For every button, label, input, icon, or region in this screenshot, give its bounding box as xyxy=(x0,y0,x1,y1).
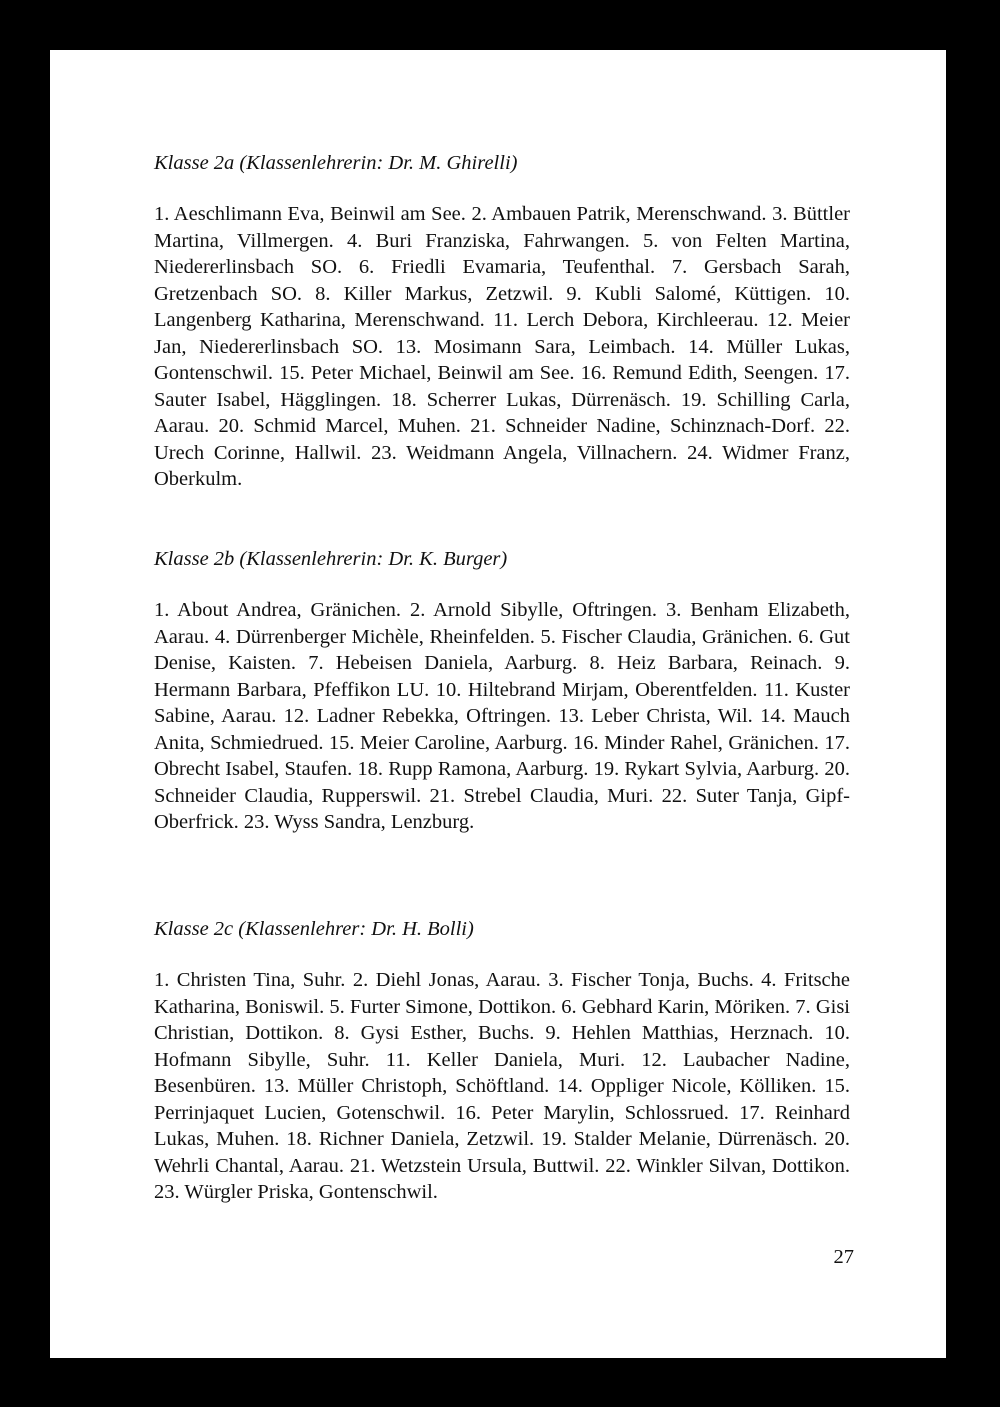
class-section-2b xyxy=(154,546,850,836)
page-number: 27 xyxy=(833,1246,854,1268)
class-section-2a xyxy=(154,150,850,493)
student-list-2b: 1. About Andrea, Gränichen. 2. Arnold Sibylle, Oftringen. 3. Benham Elizabeth, Aarau. 4. Dürrenberger Michèle, Rheinfelden. 5. Fischer Claudia, Gränichen. 6. Gut Denise, Kaisten. 7. Hebeisen Daniela, Aarburg. 8. Heiz Barbara, Reinach. 9. Hermann Barbara, Pfeffikon LU. 10. Hiltebrand Mirjam, Oberentfelden. 11. Kuster Sabine, Aarau. 12. Ladner Rebekka, Oftringen. 13. Leber Christa, Wil. 14. Mauch Anita, Schmiedrued. 15. Meier Caroline, Aarburg. 16. Minder Rahel, Gränichen. 17. Obrecht Isabel, Staufen. 18. Rupp Ramona, Aarburg. 19. Rykart Sylvia, Aarburg. 20. Schneider Claudia, Rupperswil. 21. Strebel Claudia, Muri. 22. Suter Tanja, Gipf-Oberfrick. 23. Wyss Sandra, Lenzburg. xyxy=(154,599,850,833)
student-list-2c: 1. Christen Tina, Suhr. 2. Diehl Jonas, Aarau. 3. Fischer Tonja, Buchs. 4. Fritsche Katharina, Boniswil. 5. Furter Simone, Dottikon. 6. Gebhard Karin, Möriken. 7. Gisi Christian, Dottikon. 8. Gysi Esther, Buchs. 9. Hehlen Matthias, Herznach. 10. Hofmann Sibylle, Suhr. 11. Keller Daniela, Muri. 12. Laubacher Nadine, Besenbüren. 13. Müller Christoph, Schöftland. 14. Oppliger Nicole, Kölliken. 15. Perrinjaquet Lucien, Gotenschwil. 16. Peter Marylin, Schlossrued. 17. Reinhard Lukas, Muhen. 18. Richner Daniela, Zetzwil. 19. Stalder Melanie, Dürrenäsch. 20. Wehrli Chantal, Aarau. 21. Wetzstein Ursula, Buttwil. 22. Winkler Silvan, Dottikon. 23. Würgler Priska, Gontenschwil. xyxy=(154,969,850,1203)
class-heading-2b: Klasse 2b (Klassenlehrerin: Dr. K. Burger) xyxy=(154,548,508,570)
student-list-2a: 1. Aeschlimann Eva, Beinwil am See. 2. Ambauen Patrik, Merenschwand. 3. Büttler Martina, Villmergen. 4. Buri Franziska, Fahrwangen. 5. von Felten Martina, Niedererlinsbach SO. 6. Friedli Evamaria, Teufenthal. 7. Gersbach Sarah, Gretzenbach SO. 8. Killer Markus, Zetzwil. 9. Kubli Salomé, Küttigen. 10. Langenberg Katharina, Merenschwand. 11. Lerch Debora, Kirchleerau. 12. Meier Jan, Niedererlinsbach SO. 13. Mosimann Sara, Leimbach. 14. Müller Lukas, Gontenschwil. 15. Peter Michael, Beinwil am See. 16. Remund Edith, Seengen. 17. Sauter Isabel, Hägglingen. 18. Scherrer Lukas, Dürrenäsch. 19. Schilling Carla, Aarau. 20. Schmid Marcel, Muhen. 21. Schneider Nadine, Schinznach-Dorf. 22. Urech Corinne, Hallwil. 23. Weidmann Angela, Villnachern. 24. Widmer Franz, Oberkulm. xyxy=(154,203,850,490)
class-heading-2a: Klasse 2a (Klassenlehrerin: Dr. M. Ghirelli) xyxy=(154,152,518,174)
document-page xyxy=(50,50,946,1358)
class-section-2c xyxy=(154,916,850,1206)
class-heading-2c: Klasse 2c (Klassenlehrer: Dr. H. Bolli) xyxy=(154,918,474,940)
